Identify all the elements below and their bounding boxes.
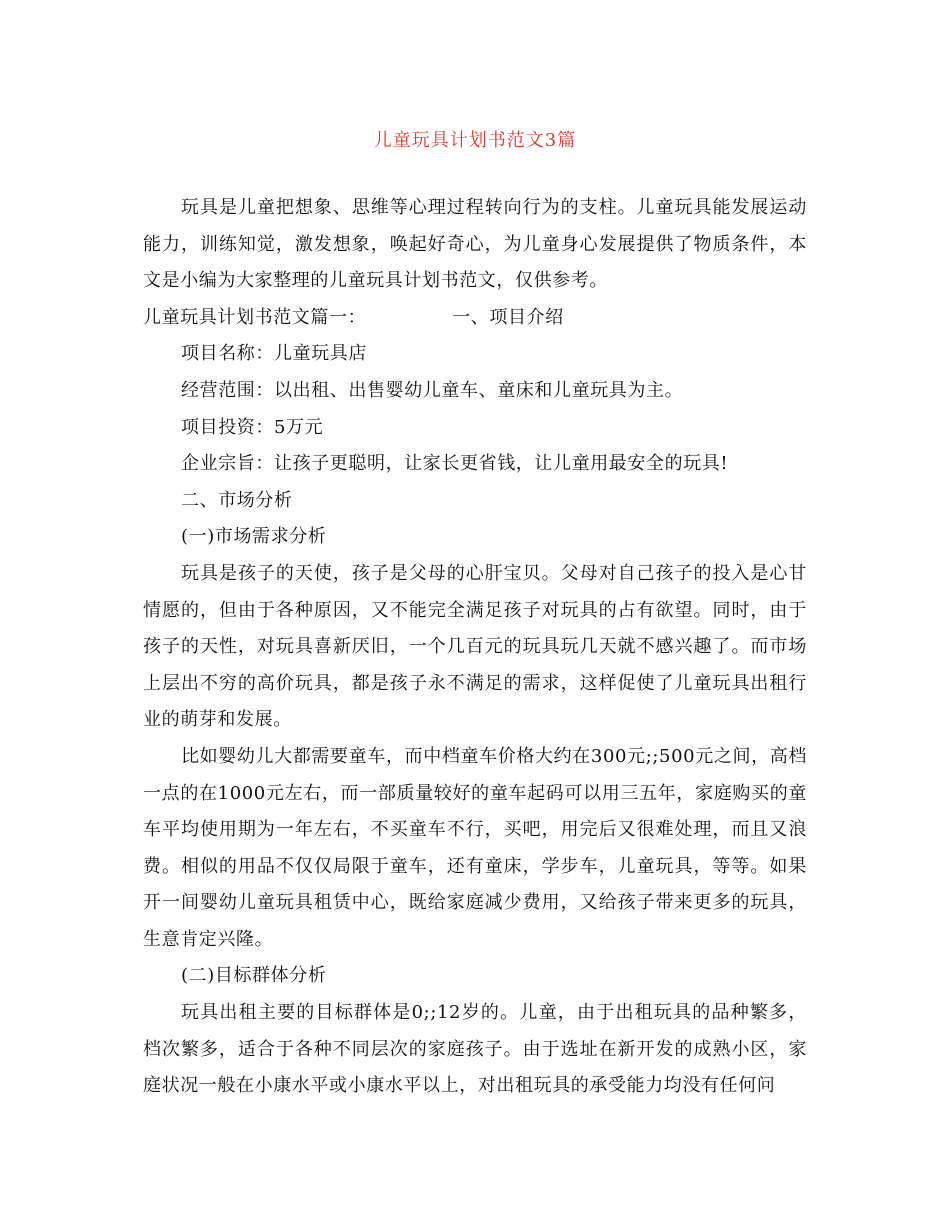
market-analysis-heading: 二、市场分析 [181,489,293,511]
section-one-line [143,300,807,337]
company-purpose: 企业宗旨：让孩子更聪明，让家长更省钱，让儿童用最安全的玩具! [181,453,729,475]
business-scope: 经营范围：以出租、出售婴幼儿童车、童床和儿童玩具为主。 [181,379,684,401]
project-investment: 项目投资：5万元 [181,416,324,438]
demand-paragraph-2: 比如婴幼儿大都需要童车，而中档童车价格大约在300元;;500元之间，高档一点的在1000元左右，而一部质量较好的童车起码可以用三五年，家庭购买的童车平均使用期为一年左右，不买童车不行，买吧，用完后又很难处理，而且又浪费。相似的用品不仅仅局限于童车，还有童床，学步车，儿童玩具，等等。如果开一间婴幼儿童玩具租赁中心，既给家庭减少费用，又给孩子带来更多的玩具，生意肯定兴隆。 [143,745,807,950]
target-group-paragraph: 玩具出租主要的目标群体是0;;12岁的。儿童，由于出租玩具的品种繁多，档次繁多，适合于各种不同层次的家庭孩子。由于选址在新开发的成熟小区，家庭状况一般在小康水平或小康水平以上，对出租玩具的承受能力均没有任何问 [143,1002,807,1097]
demand-analysis-heading: (一)市场需求分析 [181,526,327,548]
target-group-heading: (二)目标群体分析 [181,965,327,987]
intro-paragraph: 玩具是儿童把想象、思维等心理过程转向行为的支柱。儿童玩具能发展运动能力，训练知觉，激发想象，唤起好奇心，为儿童身心发展提供了物质条件，本文是小编为大家整理的儿童玩具计划书范文，仅供参考。 [143,197,807,292]
document-body [143,190,807,1105]
document-title: 儿童玩具计划书范文3篇 [373,130,577,151]
demand-paragraph-1: 玩具是孩子的天使，孩子是父母的心肝宝贝。父母对自己孩子的投入是心甘情愿的，但由于各种原因，又不能完全满足孩子对玩具的占有欲望。同时，由于孩子的天性，对玩具喜新厌旧，一个几百元的玩具玩几天就不感兴趣了。而市场上层出不穷的高价玩具，都是孩子永不满足的需求，这样促使了儿童玩具出租行业的萌芽和发展。 [143,562,807,731]
section-one-label: 儿童玩具计划书范文篇一： [143,306,367,328]
project-name: 项目名称：儿童玩具店 [181,343,367,365]
section-one-heading: 一、项目介绍 [452,306,564,328]
